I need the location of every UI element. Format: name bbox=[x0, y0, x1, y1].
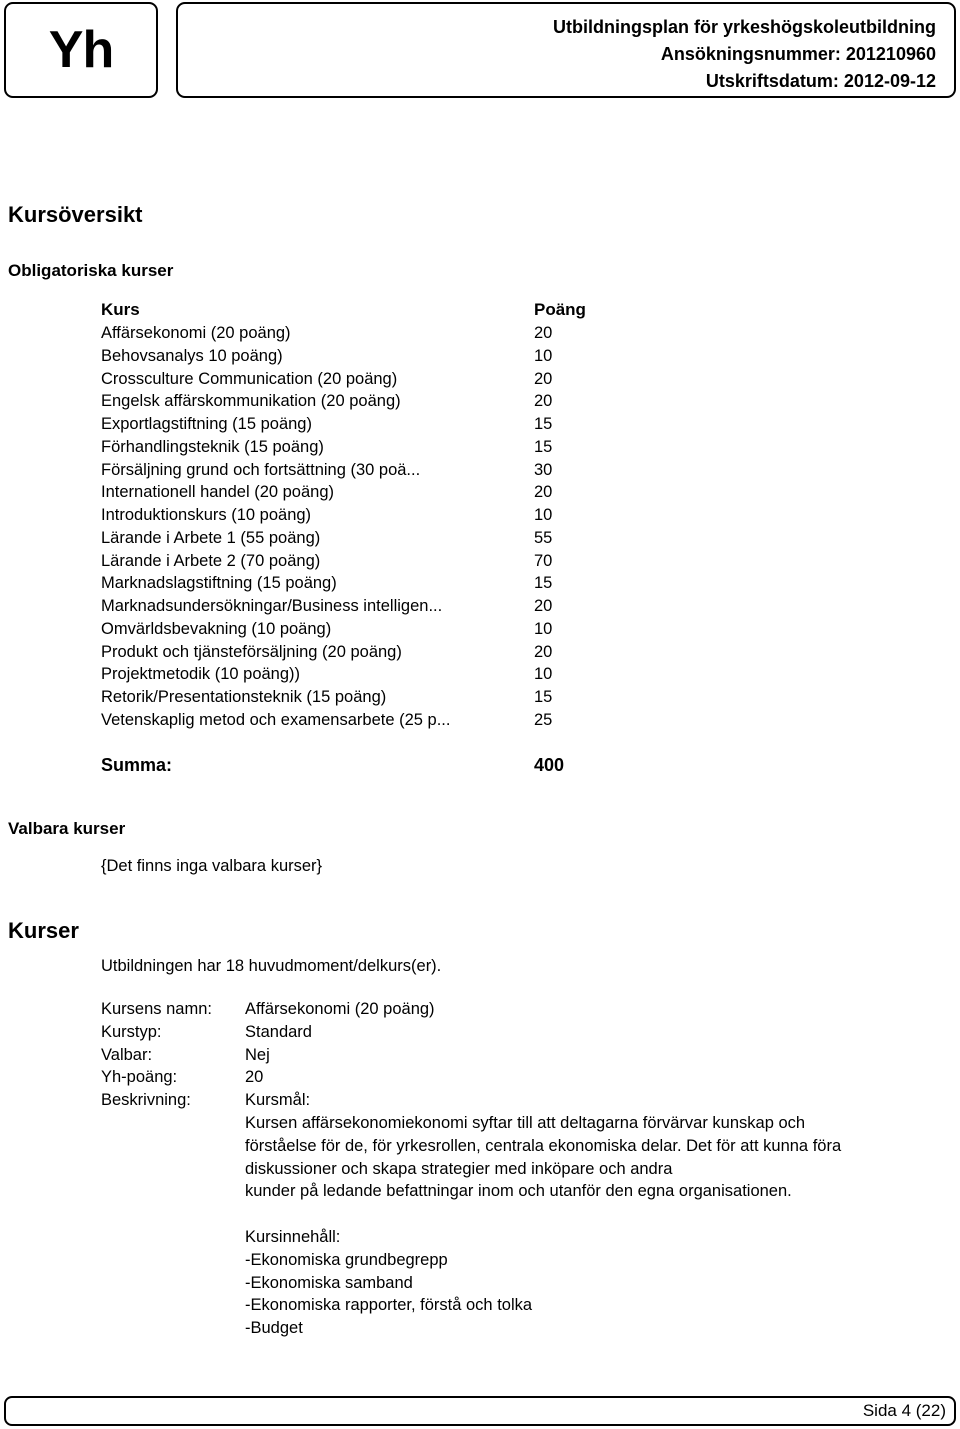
course-optional-value: Nej bbox=[245, 1045, 270, 1064]
course-description bbox=[245, 1089, 921, 1340]
content-item: -Budget bbox=[245, 1319, 303, 1338]
course-name: Marknadslagstiftning (15 poäng) bbox=[101, 574, 337, 593]
course-name: Förhandlingsteknik (15 poäng) bbox=[101, 437, 324, 456]
course-points: 55 bbox=[534, 528, 553, 547]
course-name: Behovsanalys 10 poäng) bbox=[101, 346, 283, 365]
course-name: Crossculture Communication (20 poäng) bbox=[101, 369, 398, 388]
logo bbox=[4, 2, 158, 98]
page-number: Sida 4 (22) bbox=[862, 1401, 946, 1420]
detail-row-optional bbox=[101, 1044, 921, 1067]
course-name: Försäljning grund och fortsättning (30 poä... bbox=[101, 460, 421, 479]
course-name: Retorik/Presentationsteknik (15 poäng) bbox=[101, 688, 387, 706]
header-box bbox=[176, 2, 956, 98]
content-item: -Ekonomiska rapporter, förstå och tolka bbox=[245, 1296, 533, 1315]
course-points: 15 bbox=[534, 437, 553, 456]
courses-title: Kurser bbox=[8, 918, 79, 943]
course-row bbox=[101, 709, 621, 732]
course-row bbox=[101, 595, 621, 618]
description-line: Kursen affärsekonomiekonomi syftar till att deltagarna förvärvar kunskap och bbox=[245, 1113, 806, 1132]
course-description-label: Beskrivning: bbox=[101, 1091, 191, 1110]
course-rows bbox=[101, 322, 621, 732]
course-points: 20 bbox=[534, 597, 553, 615]
course-type-label: Kurstyp: bbox=[101, 1022, 162, 1041]
course-row bbox=[101, 390, 621, 413]
course-detail bbox=[101, 998, 921, 1340]
print-date: Utskriftsdatum: 2012-09-12 bbox=[705, 71, 936, 91]
detail-row-name bbox=[101, 998, 921, 1021]
course-name: Projektmetodik (10 poäng)) bbox=[101, 665, 301, 684]
course-row bbox=[101, 618, 621, 641]
course-points: 20 bbox=[534, 642, 553, 661]
content-heading: Kursinnehåll: bbox=[245, 1227, 341, 1246]
courses-intro: Utbildningen har 18 huvudmoment/delkurs(er). bbox=[101, 957, 442, 975]
detail-row-points bbox=[101, 1066, 921, 1089]
course-points: 10 bbox=[534, 665, 553, 684]
course-name: Engelsk affärskommunikation (20 poäng) bbox=[101, 392, 401, 411]
content-item: -Ekonomiska grundbegrepp bbox=[245, 1250, 448, 1269]
description-heading: Kursmål: bbox=[245, 1091, 311, 1110]
application-number: Ansökningsnummer: 201210960 bbox=[660, 44, 936, 64]
course-name: Omvärldsbevakning (10 poäng) bbox=[101, 619, 332, 638]
course-row bbox=[101, 686, 621, 709]
course-row bbox=[101, 345, 621, 368]
course-row bbox=[101, 641, 621, 664]
course-points: 10 bbox=[534, 506, 553, 524]
course-name: Affärsekonomi (20 poäng) bbox=[101, 324, 291, 342]
course-points: 20 bbox=[534, 483, 553, 502]
course-points-value: 20 bbox=[245, 1068, 264, 1087]
optional-courses-text: {Det finns inga valbara kurser} bbox=[101, 857, 323, 875]
column-header-points: Poäng bbox=[534, 300, 586, 319]
logo-text: Yh bbox=[48, 21, 114, 79]
course-row bbox=[101, 481, 621, 504]
description-line: förståelse för de, för yrkesrollen, centrala ekonomiska delar. Det för att kunna föra bbox=[245, 1136, 842, 1155]
document-title: Utbildningsplan för yrkeshögskoleutbildning bbox=[552, 17, 936, 37]
course-points: 10 bbox=[534, 346, 553, 365]
course-row bbox=[101, 413, 621, 436]
course-points: 25 bbox=[534, 710, 553, 729]
course-row bbox=[101, 527, 621, 550]
detail-row-description bbox=[101, 1089, 921, 1340]
detail-row-type bbox=[101, 1021, 921, 1044]
overview-title: Kursöversikt bbox=[8, 202, 143, 227]
course-row bbox=[101, 459, 621, 482]
course-points: 70 bbox=[534, 551, 553, 570]
course-name: Exportlagstiftning (15 poäng) bbox=[101, 415, 312, 433]
mandatory-courses-title: Obligatoriska kurser bbox=[8, 261, 174, 280]
course-points: 20 bbox=[534, 392, 553, 411]
course-table-header bbox=[101, 298, 621, 322]
description-line: kunder på ledande befattningar inom och utanför den egna organisationen. bbox=[245, 1182, 792, 1201]
sum-value: 400 bbox=[534, 755, 565, 775]
column-header-course: Kurs bbox=[101, 300, 140, 319]
course-row bbox=[101, 663, 621, 686]
course-row bbox=[101, 322, 621, 345]
course-points: 15 bbox=[534, 574, 553, 593]
description-line: diskussioner och skapa strategier med inköpare och andra bbox=[245, 1159, 673, 1178]
optional-courses-title: Valbara kurser bbox=[8, 819, 126, 838]
course-type-value: Standard bbox=[245, 1022, 312, 1041]
course-row bbox=[101, 550, 621, 573]
course-name: Vetenskaplig metod och examensarbete (25 p... bbox=[101, 710, 451, 729]
header-text bbox=[553, 14, 936, 95]
course-row bbox=[101, 504, 621, 527]
course-name: Lärande i Arbete 1 (55 poäng) bbox=[101, 528, 321, 547]
course-points: 20 bbox=[534, 369, 553, 388]
course-points: 20 bbox=[534, 324, 553, 342]
course-name-value: Affärsekonomi (20 poäng) bbox=[245, 1000, 435, 1018]
course-name-label: Kursens namn: bbox=[101, 1000, 212, 1018]
course-name: Internationell handel (20 poäng) bbox=[101, 483, 335, 502]
course-points: 30 bbox=[534, 460, 553, 479]
course-row bbox=[101, 368, 621, 391]
course-optional-label: Valbar: bbox=[101, 1045, 153, 1064]
course-name: Introduktionskurs (10 poäng) bbox=[101, 506, 312, 524]
sum-label: Summa: bbox=[101, 755, 173, 775]
course-points: 10 bbox=[534, 619, 553, 638]
course-points: 15 bbox=[534, 688, 553, 706]
footer bbox=[4, 1396, 956, 1426]
course-points-label: Yh-poäng: bbox=[101, 1068, 178, 1087]
course-row bbox=[101, 436, 621, 459]
course-row bbox=[101, 572, 621, 595]
course-name: Marknadsundersökningar/Business intelligen... bbox=[101, 597, 443, 615]
course-name: Produkt och tjänsteförsäljning (20 poäng) bbox=[101, 642, 402, 661]
course-name: Lärande i Arbete 2 (70 poäng) bbox=[101, 551, 321, 570]
course-points: 15 bbox=[534, 415, 553, 433]
content-item: -Ekonomiska samband bbox=[245, 1273, 413, 1292]
sum-row bbox=[101, 755, 564, 776]
course-table bbox=[101, 298, 621, 732]
